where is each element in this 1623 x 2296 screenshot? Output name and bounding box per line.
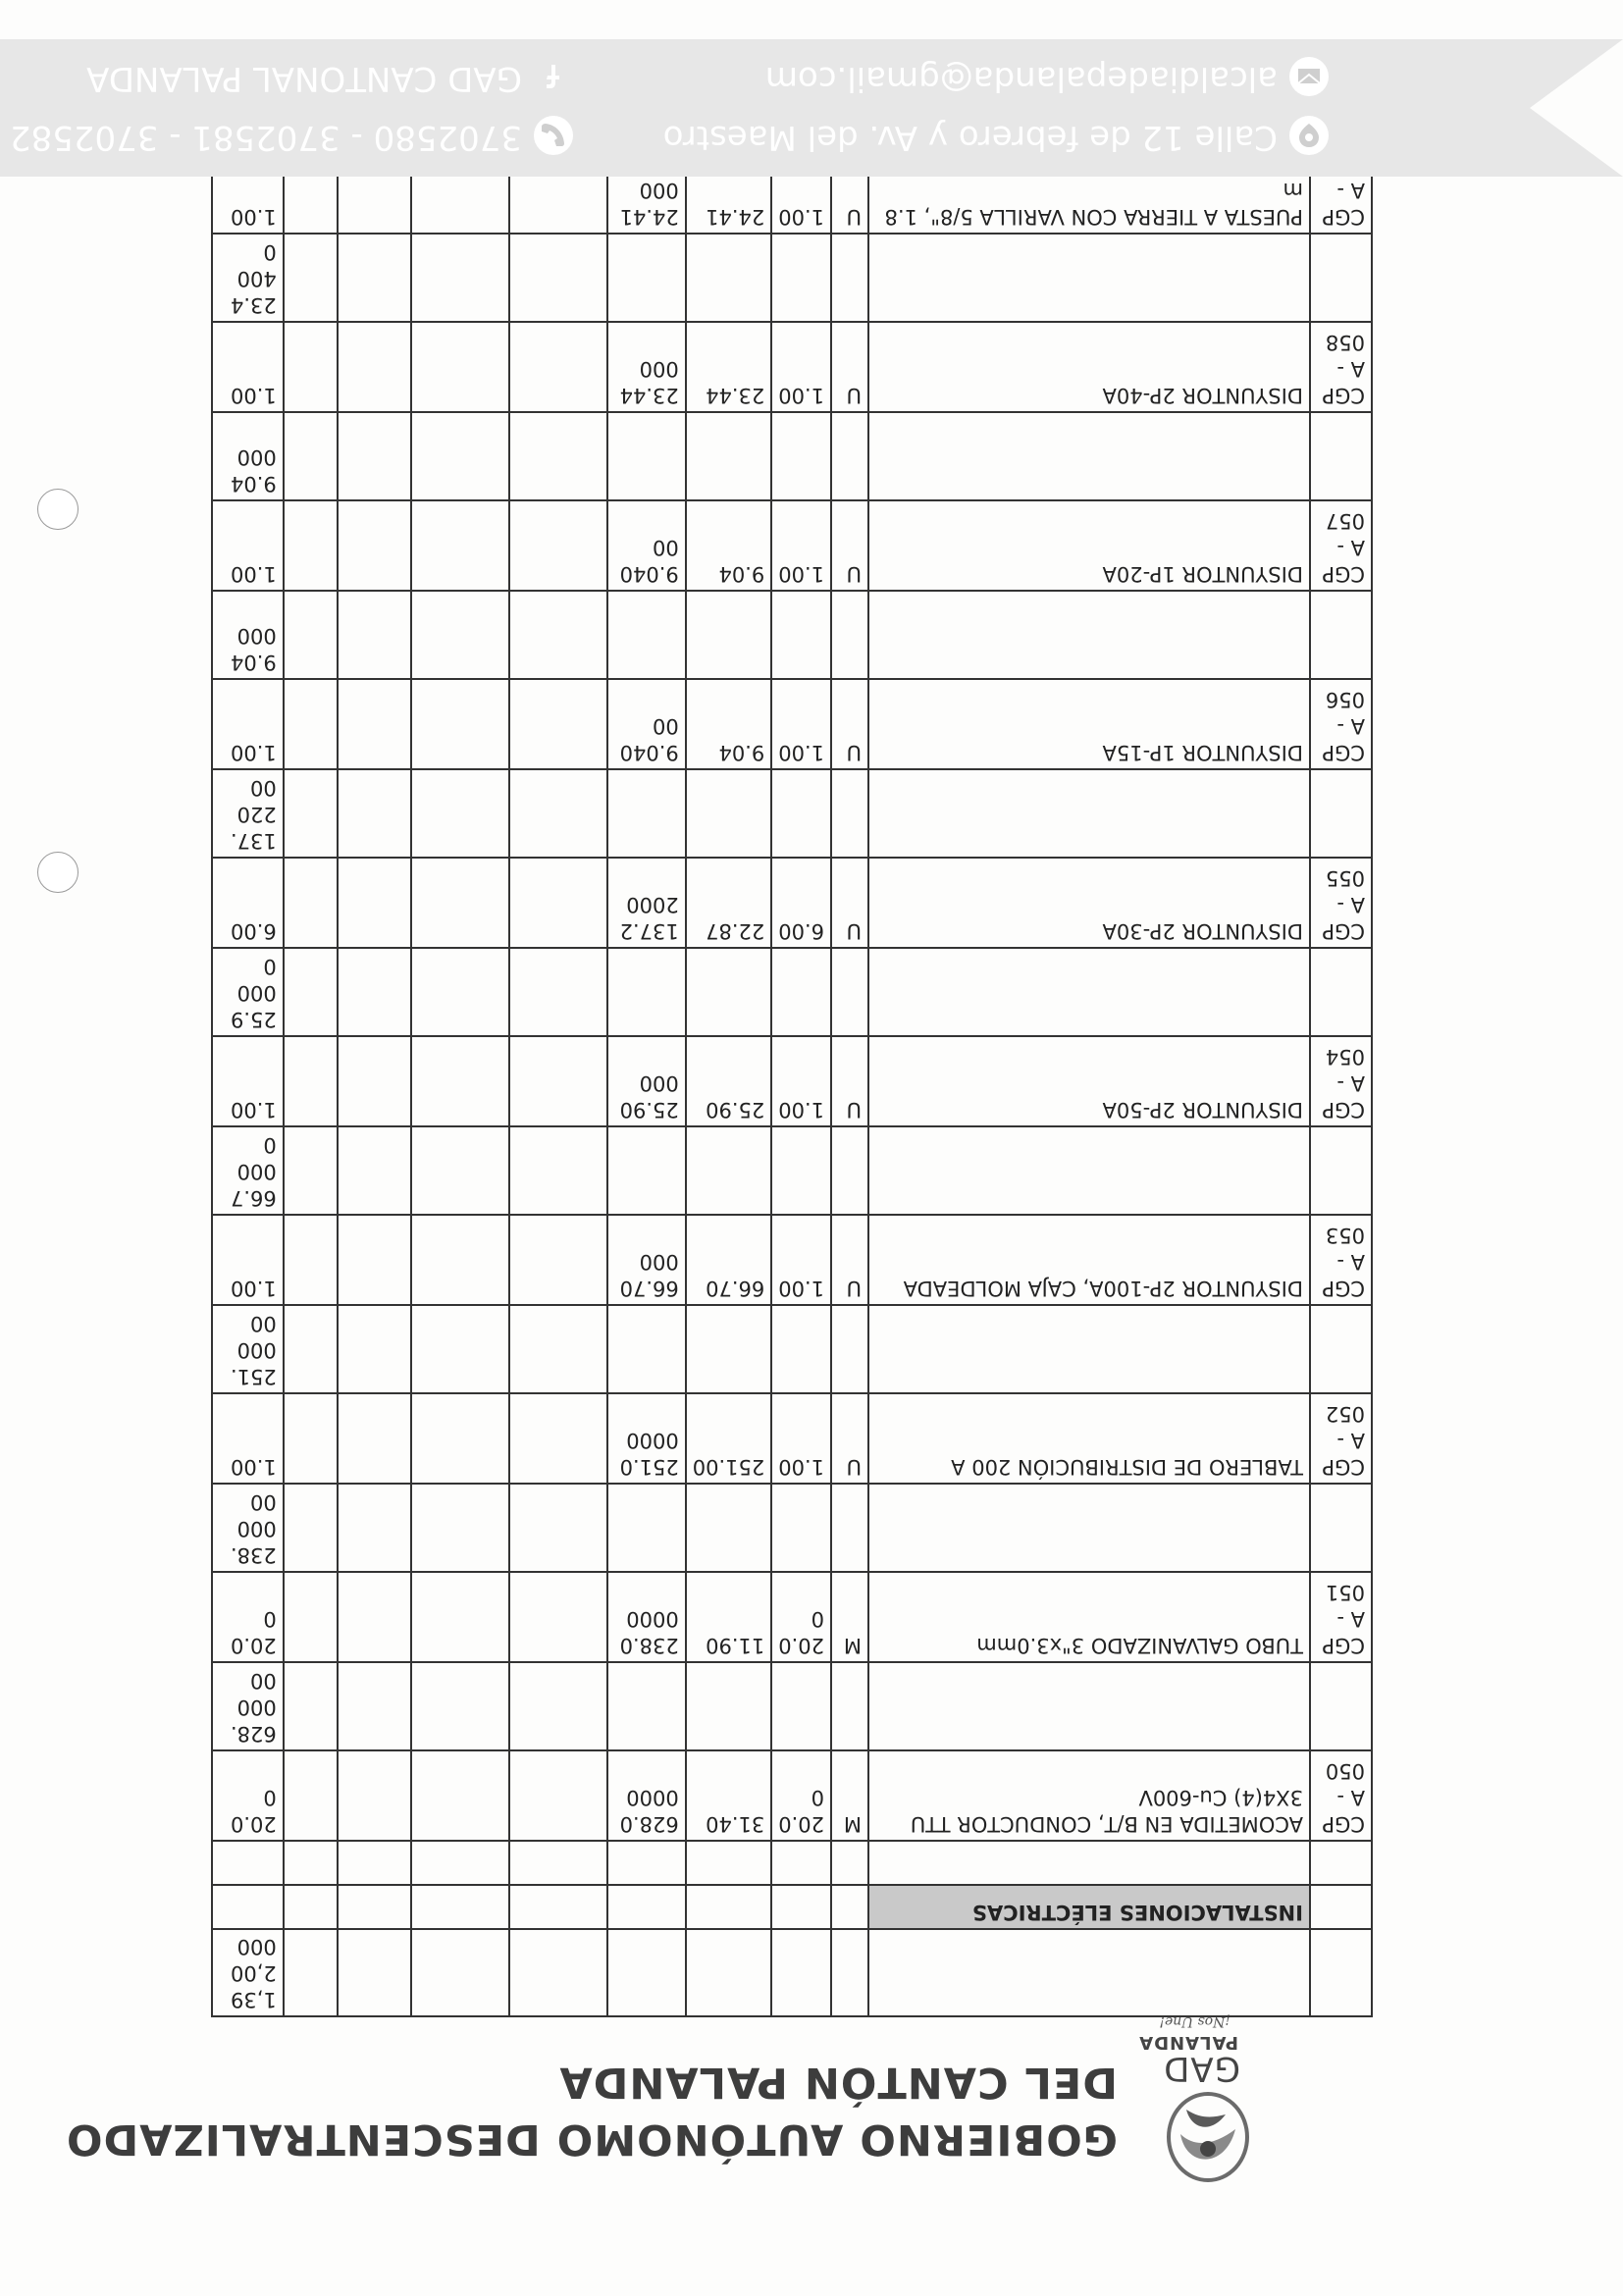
facebook-row bbox=[86, 58, 573, 99]
empty-cell bbox=[771, 1929, 831, 2016]
empty-cell bbox=[1310, 1662, 1372, 1750]
empty-cell bbox=[831, 948, 868, 1036]
empty-cell bbox=[1310, 1484, 1372, 1572]
empty-cell bbox=[411, 1215, 509, 1305]
gad-logo-icon bbox=[1162, 2085, 1255, 2188]
item-unit: M bbox=[831, 1750, 868, 1841]
empty-cell bbox=[338, 1036, 411, 1126]
table-row bbox=[212, 1572, 1372, 1662]
empty-cell bbox=[771, 769, 831, 858]
table-row-subtotal bbox=[212, 1484, 1372, 1572]
item-subtotal: 66.70 000 bbox=[607, 1215, 686, 1305]
phone-text: 3702580 - 3702581 - 3702582 bbox=[9, 118, 522, 157]
location-icon bbox=[1289, 117, 1329, 156]
empty-cell bbox=[509, 1841, 607, 1885]
empty-cell bbox=[831, 1885, 868, 1929]
empty-cell bbox=[771, 1662, 831, 1750]
empty-cell bbox=[771, 1305, 831, 1393]
empty-cell bbox=[411, 1572, 509, 1662]
empty-cell bbox=[284, 1126, 338, 1215]
empty-cell bbox=[686, 1305, 771, 1393]
empty-cell bbox=[686, 412, 771, 500]
empty-cell bbox=[868, 769, 1310, 858]
item-subtotal: 25.90 000 bbox=[607, 1036, 686, 1126]
empty-cell bbox=[509, 679, 607, 769]
empty-cell bbox=[411, 1036, 509, 1126]
empty-cell bbox=[509, 769, 607, 858]
empty-cell bbox=[338, 1885, 411, 1929]
empty-cell bbox=[868, 1305, 1310, 1393]
organization-canton: DEL CANTÓN PALANDA bbox=[558, 2058, 1118, 2107]
table-row-subtotal bbox=[212, 1662, 1372, 1750]
item-code: CGP A - 050 bbox=[1310, 1750, 1372, 1841]
empty-cell bbox=[607, 1126, 686, 1215]
empty-cell bbox=[686, 948, 771, 1036]
item-quantity: 1.00 bbox=[771, 322, 831, 412]
item-quantity: 20.0 0 bbox=[771, 1572, 831, 1662]
empty-cell bbox=[338, 1572, 411, 1662]
empty-cell bbox=[411, 591, 509, 679]
empty-cell bbox=[868, 234, 1310, 322]
empty-cell bbox=[509, 1885, 607, 1929]
item-subtotal: 238.0 0000 bbox=[607, 1572, 686, 1662]
empty-cell bbox=[1310, 769, 1372, 858]
facebook-icon bbox=[534, 58, 573, 97]
item-total: 25.9 000 0 bbox=[212, 948, 284, 1036]
empty-cell bbox=[509, 858, 607, 948]
item-unit-price: 24.41 bbox=[686, 143, 771, 234]
empty-cell bbox=[411, 322, 509, 412]
empty-cell bbox=[284, 858, 338, 948]
facebook-text: GAD CANTONAL PALANDA bbox=[86, 59, 522, 98]
empty-cell bbox=[509, 591, 607, 679]
item-description: PUESTA A TIERRA CON VARILLA 5/8", 1.8 m bbox=[868, 143, 1310, 234]
budget-table bbox=[211, 142, 1373, 2017]
item-description: DISYUNTOR 2P-50A bbox=[868, 1036, 1310, 1126]
item-quantity-executed: 1.00 bbox=[212, 679, 284, 769]
item-code: CGP A - 057 bbox=[1310, 500, 1372, 591]
item-quantity-executed: 1.00 bbox=[212, 1393, 284, 1484]
punch-hole bbox=[37, 852, 79, 893]
item-unit-price: 22.87 bbox=[686, 858, 771, 948]
empty-cell bbox=[284, 1841, 338, 1885]
item-total: 9.04 000 bbox=[212, 591, 284, 679]
empty-cell bbox=[284, 1036, 338, 1126]
empty-cell bbox=[284, 322, 338, 412]
empty-cell bbox=[411, 1929, 509, 2016]
empty-cell bbox=[284, 948, 338, 1036]
logo-subtitle: PALANDA bbox=[1138, 2032, 1238, 2053]
empty-cell bbox=[686, 1662, 771, 1750]
email-text: alcaldiadepalanda@gmail.com bbox=[764, 59, 1278, 98]
empty-cell bbox=[338, 591, 411, 679]
empty-cell bbox=[607, 1929, 686, 2016]
empty-cell bbox=[411, 234, 509, 322]
empty-cell bbox=[868, 1126, 1310, 1215]
empty-cell bbox=[338, 1305, 411, 1393]
item-unit-price: 66.70 bbox=[686, 1215, 771, 1305]
empty-cell bbox=[868, 1484, 1310, 1572]
empty-cell bbox=[338, 1484, 411, 1572]
item-code: CGP A - 056 bbox=[1310, 679, 1372, 769]
empty-cell bbox=[509, 412, 607, 500]
item-unit: U bbox=[831, 143, 868, 234]
empty-cell bbox=[771, 1484, 831, 1572]
empty-cell bbox=[411, 948, 509, 1036]
empty-cell bbox=[607, 591, 686, 679]
organization-name: GOBIERNO AUTÓNOMO DESCENTRALIZADO bbox=[65, 2114, 1118, 2164]
item-quantity-executed: 1.00 bbox=[212, 322, 284, 412]
empty-cell bbox=[686, 234, 771, 322]
empty-cell bbox=[771, 948, 831, 1036]
empty-cell bbox=[411, 1393, 509, 1484]
item-quantity: 1.00 bbox=[771, 679, 831, 769]
empty-cell bbox=[284, 679, 338, 769]
carried-total: 1,39 2,00 000 bbox=[212, 1929, 284, 2016]
empty-cell bbox=[338, 679, 411, 769]
item-quantity-executed: 1.00 bbox=[212, 143, 284, 234]
empty-cell bbox=[607, 1841, 686, 1885]
empty-cell bbox=[686, 1929, 771, 2016]
item-total: 137. 220 00 bbox=[212, 769, 284, 858]
empty-cell bbox=[831, 1305, 868, 1393]
empty-cell bbox=[338, 1750, 411, 1841]
empty-cell bbox=[831, 412, 868, 500]
empty-cell bbox=[284, 234, 338, 322]
item-total: 9.04 000 bbox=[212, 412, 284, 500]
empty-cell bbox=[411, 858, 509, 948]
item-unit: U bbox=[831, 1215, 868, 1305]
item-quantity: 1.00 bbox=[771, 143, 831, 234]
empty-cell bbox=[1310, 1885, 1372, 1929]
empty-cell bbox=[284, 1662, 338, 1750]
empty-cell bbox=[509, 1662, 607, 1750]
phone-icon bbox=[534, 117, 573, 156]
punch-hole bbox=[37, 489, 79, 530]
item-total: 238. 000 00 bbox=[212, 1484, 284, 1572]
table-row bbox=[212, 1750, 1372, 1841]
banner-arrow-cut bbox=[1530, 39, 1623, 177]
empty-cell bbox=[509, 1572, 607, 1662]
logo-title: GAD bbox=[1163, 2049, 1240, 2088]
empty-cell bbox=[338, 412, 411, 500]
empty-cell bbox=[509, 1305, 607, 1393]
item-unit-price: 23.44 bbox=[686, 322, 771, 412]
item-unit: U bbox=[831, 1036, 868, 1126]
item-unit-price: 31.40 bbox=[686, 1750, 771, 1841]
empty-cell bbox=[284, 1750, 338, 1841]
contact-footer bbox=[0, 0, 1623, 196]
empty-cell bbox=[1310, 234, 1372, 322]
empty-cell bbox=[411, 1484, 509, 1572]
empty-cell bbox=[868, 591, 1310, 679]
table-row-subtotal bbox=[212, 1126, 1372, 1215]
empty-cell bbox=[686, 1885, 771, 1929]
empty-cell bbox=[509, 1393, 607, 1484]
item-unit-price: 25.90 bbox=[686, 1036, 771, 1126]
table-row-subtotal bbox=[212, 591, 1372, 679]
empty-cell bbox=[771, 591, 831, 679]
empty-cell bbox=[1310, 948, 1372, 1036]
empty-cell bbox=[771, 412, 831, 500]
empty-cell bbox=[686, 1126, 771, 1215]
empty-cell bbox=[411, 412, 509, 500]
empty-cell bbox=[411, 1885, 509, 1929]
empty-cell bbox=[284, 1572, 338, 1662]
table-row bbox=[212, 1215, 1372, 1305]
item-total: 66.7 000 0 bbox=[212, 1126, 284, 1215]
empty-cell bbox=[338, 1126, 411, 1215]
item-total: 251. 000 00 bbox=[212, 1305, 284, 1393]
empty-cell bbox=[212, 1885, 284, 1929]
item-quantity: 20.0 0 bbox=[771, 1750, 831, 1841]
empty-cell bbox=[284, 1305, 338, 1393]
item-description: TUBO GALVANIZADO 3"x3.0mm bbox=[868, 1572, 1310, 1662]
empty-cell bbox=[509, 1036, 607, 1126]
empty-cell bbox=[284, 500, 338, 591]
table-row-carry bbox=[212, 1929, 1372, 2016]
item-code: CGP A - 051 bbox=[1310, 1572, 1372, 1662]
item-description: DISYUNTOR 1P-15A bbox=[868, 679, 1310, 769]
empty-cell bbox=[831, 1484, 868, 1572]
empty-cell bbox=[284, 591, 338, 679]
item-quantity-executed: 6.00 bbox=[212, 858, 284, 948]
item-subtotal: 23.44 000 bbox=[607, 322, 686, 412]
table-row bbox=[212, 1393, 1372, 1484]
empty-cell bbox=[338, 769, 411, 858]
item-code: CGP A - bbox=[1310, 143, 1372, 234]
empty-cell bbox=[338, 858, 411, 948]
empty-cell bbox=[509, 1929, 607, 2016]
table-row bbox=[212, 858, 1372, 948]
empty-cell bbox=[771, 234, 831, 322]
item-unit: U bbox=[831, 858, 868, 948]
empty-cell bbox=[607, 1662, 686, 1750]
table-row-subtotal bbox=[212, 412, 1372, 500]
empty-cell bbox=[509, 322, 607, 412]
empty-cell bbox=[1310, 412, 1372, 500]
empty-cell bbox=[411, 1841, 509, 1885]
empty-cell bbox=[831, 234, 868, 322]
empty-cell bbox=[771, 1885, 831, 1929]
item-unit: M bbox=[831, 1572, 868, 1662]
email-row bbox=[765, 58, 1329, 99]
empty-cell bbox=[509, 1126, 607, 1215]
empty-cell bbox=[284, 412, 338, 500]
phone-row bbox=[10, 117, 573, 158]
empty-cell bbox=[509, 234, 607, 322]
item-total: 23.4 400 0 bbox=[212, 234, 284, 322]
empty-cell bbox=[1310, 1126, 1372, 1215]
empty-cell bbox=[686, 1484, 771, 1572]
table-row-subtotal bbox=[212, 948, 1372, 1036]
item-description: ACOMETIDA EN B/T, CONDUCTOR TTU 3X4(4) Cu-600V bbox=[868, 1750, 1310, 1841]
letterhead bbox=[0, 2002, 1623, 2296]
item-unit: U bbox=[831, 322, 868, 412]
item-total: 628. 000 00 bbox=[212, 1662, 284, 1750]
mail-icon bbox=[1289, 58, 1329, 97]
empty-cell bbox=[338, 1393, 411, 1484]
table-row bbox=[212, 500, 1372, 591]
item-quantity-executed: 1.00 bbox=[212, 1036, 284, 1126]
empty-cell bbox=[411, 1750, 509, 1841]
empty-cell bbox=[607, 234, 686, 322]
empty-cell bbox=[868, 1662, 1310, 1750]
empty-cell bbox=[831, 1662, 868, 1750]
item-subtotal: 24.41 000 bbox=[607, 143, 686, 234]
item-quantity-executed: 20.0 0 bbox=[212, 1572, 284, 1662]
empty-cell bbox=[284, 1929, 338, 2016]
table-row bbox=[212, 1036, 1372, 1126]
empty-cell bbox=[411, 1126, 509, 1215]
item-quantity: 1.00 bbox=[771, 1215, 831, 1305]
item-unit: U bbox=[831, 679, 868, 769]
empty-cell bbox=[868, 948, 1310, 1036]
empty-cell bbox=[411, 769, 509, 858]
empty-cell bbox=[868, 1929, 1310, 2016]
item-subtotal: 9.040 00 bbox=[607, 679, 686, 769]
item-unit-price: 11.90 bbox=[686, 1572, 771, 1662]
empty-cell bbox=[831, 1929, 868, 2016]
item-quantity-executed: 1.00 bbox=[212, 500, 284, 591]
empty-cell bbox=[411, 500, 509, 591]
empty-cell bbox=[1310, 1841, 1372, 1885]
item-unit: U bbox=[831, 500, 868, 591]
item-quantity: 1.00 bbox=[771, 500, 831, 591]
address-text: Calle 12 de febrero y Av. del Maestro bbox=[662, 118, 1278, 157]
empty-cell bbox=[509, 1484, 607, 1572]
empty-cell bbox=[338, 500, 411, 591]
section-title: INSTALACIONES ELÉCTRICAS bbox=[868, 1885, 1310, 1929]
item-subtotal: 251.0 0000 bbox=[607, 1393, 686, 1484]
address-row bbox=[663, 117, 1329, 158]
empty-cell bbox=[284, 1215, 338, 1305]
empty-cell bbox=[1310, 591, 1372, 679]
empty-cell bbox=[509, 1750, 607, 1841]
empty-cell bbox=[771, 1126, 831, 1215]
empty-cell bbox=[607, 1885, 686, 1929]
empty-cell bbox=[411, 1305, 509, 1393]
item-subtotal: 628.0 0000 bbox=[607, 1750, 686, 1841]
empty-cell bbox=[686, 591, 771, 679]
empty-cell bbox=[607, 769, 686, 858]
empty-cell bbox=[338, 234, 411, 322]
empty-cell bbox=[1310, 1929, 1372, 2016]
empty-cell bbox=[212, 1841, 284, 1885]
empty-cell bbox=[338, 948, 411, 1036]
item-unit: U bbox=[831, 1393, 868, 1484]
empty-cell bbox=[607, 412, 686, 500]
empty-cell bbox=[868, 412, 1310, 500]
empty-cell bbox=[868, 1841, 1310, 1885]
empty-cell bbox=[338, 1662, 411, 1750]
item-description: DISYUNTOR 1P-20A bbox=[868, 500, 1310, 591]
item-subtotal: 137.2 2000 bbox=[607, 858, 686, 948]
empty-cell bbox=[607, 948, 686, 1036]
empty-cell bbox=[831, 1841, 868, 1885]
empty-cell bbox=[284, 1885, 338, 1929]
item-unit-price: 251.00 bbox=[686, 1393, 771, 1484]
empty-cell bbox=[411, 679, 509, 769]
empty-cell bbox=[284, 769, 338, 858]
item-quantity-executed: 20.0 0 bbox=[212, 1750, 284, 1841]
empty-cell bbox=[338, 322, 411, 412]
table-row-subtotal bbox=[212, 1305, 1372, 1393]
empty-cell bbox=[686, 769, 771, 858]
table-row-subtotal bbox=[212, 234, 1372, 322]
empty-cell bbox=[831, 591, 868, 679]
item-description: TABLERO DE DISTRIBUCIÓN 200 A bbox=[868, 1393, 1310, 1484]
logo-tagline: ¡Nos Une! bbox=[1159, 2013, 1230, 2029]
empty-cell bbox=[338, 1929, 411, 2016]
empty-cell bbox=[831, 1126, 868, 1215]
table-row-blank bbox=[212, 1841, 1372, 1885]
empty-cell bbox=[411, 1662, 509, 1750]
empty-cell bbox=[771, 1841, 831, 1885]
empty-cell bbox=[831, 769, 868, 858]
table-row-subtotal bbox=[212, 769, 1372, 858]
item-quantity-executed: 1.00 bbox=[212, 1215, 284, 1305]
item-code: CGP A - 054 bbox=[1310, 1036, 1372, 1126]
item-subtotal: 9.040 00 bbox=[607, 500, 686, 591]
empty-cell bbox=[338, 1215, 411, 1305]
item-description: DISYUNTOR 2P-30A bbox=[868, 858, 1310, 948]
empty-cell bbox=[284, 1393, 338, 1484]
empty-cell bbox=[509, 1215, 607, 1305]
item-description: DISYUNTOR 2P-100A, CAJA MOLDEADA bbox=[868, 1215, 1310, 1305]
item-quantity: 1.00 bbox=[771, 1393, 831, 1484]
empty-cell bbox=[607, 1484, 686, 1572]
table-row bbox=[212, 679, 1372, 769]
empty-cell bbox=[284, 1484, 338, 1572]
empty-cell bbox=[1310, 1305, 1372, 1393]
empty-cell bbox=[509, 500, 607, 591]
empty-cell bbox=[509, 948, 607, 1036]
empty-cell bbox=[686, 1841, 771, 1885]
item-code: CGP A - 052 bbox=[1310, 1393, 1372, 1484]
section-row bbox=[212, 1885, 1372, 1929]
item-code: CGP A - 055 bbox=[1310, 858, 1372, 948]
item-quantity: 1.00 bbox=[771, 1036, 831, 1126]
item-unit-price: 9.04 bbox=[686, 679, 771, 769]
table-row bbox=[212, 322, 1372, 412]
item-unit-price: 9.04 bbox=[686, 500, 771, 591]
item-code: CGP A - 053 bbox=[1310, 1215, 1372, 1305]
empty-cell bbox=[338, 1841, 411, 1885]
item-description: DISYUNTOR 2P-40A bbox=[868, 322, 1310, 412]
empty-cell bbox=[607, 1305, 686, 1393]
item-code: CGP A - 058 bbox=[1310, 322, 1372, 412]
item-quantity: 6.00 bbox=[771, 858, 831, 948]
